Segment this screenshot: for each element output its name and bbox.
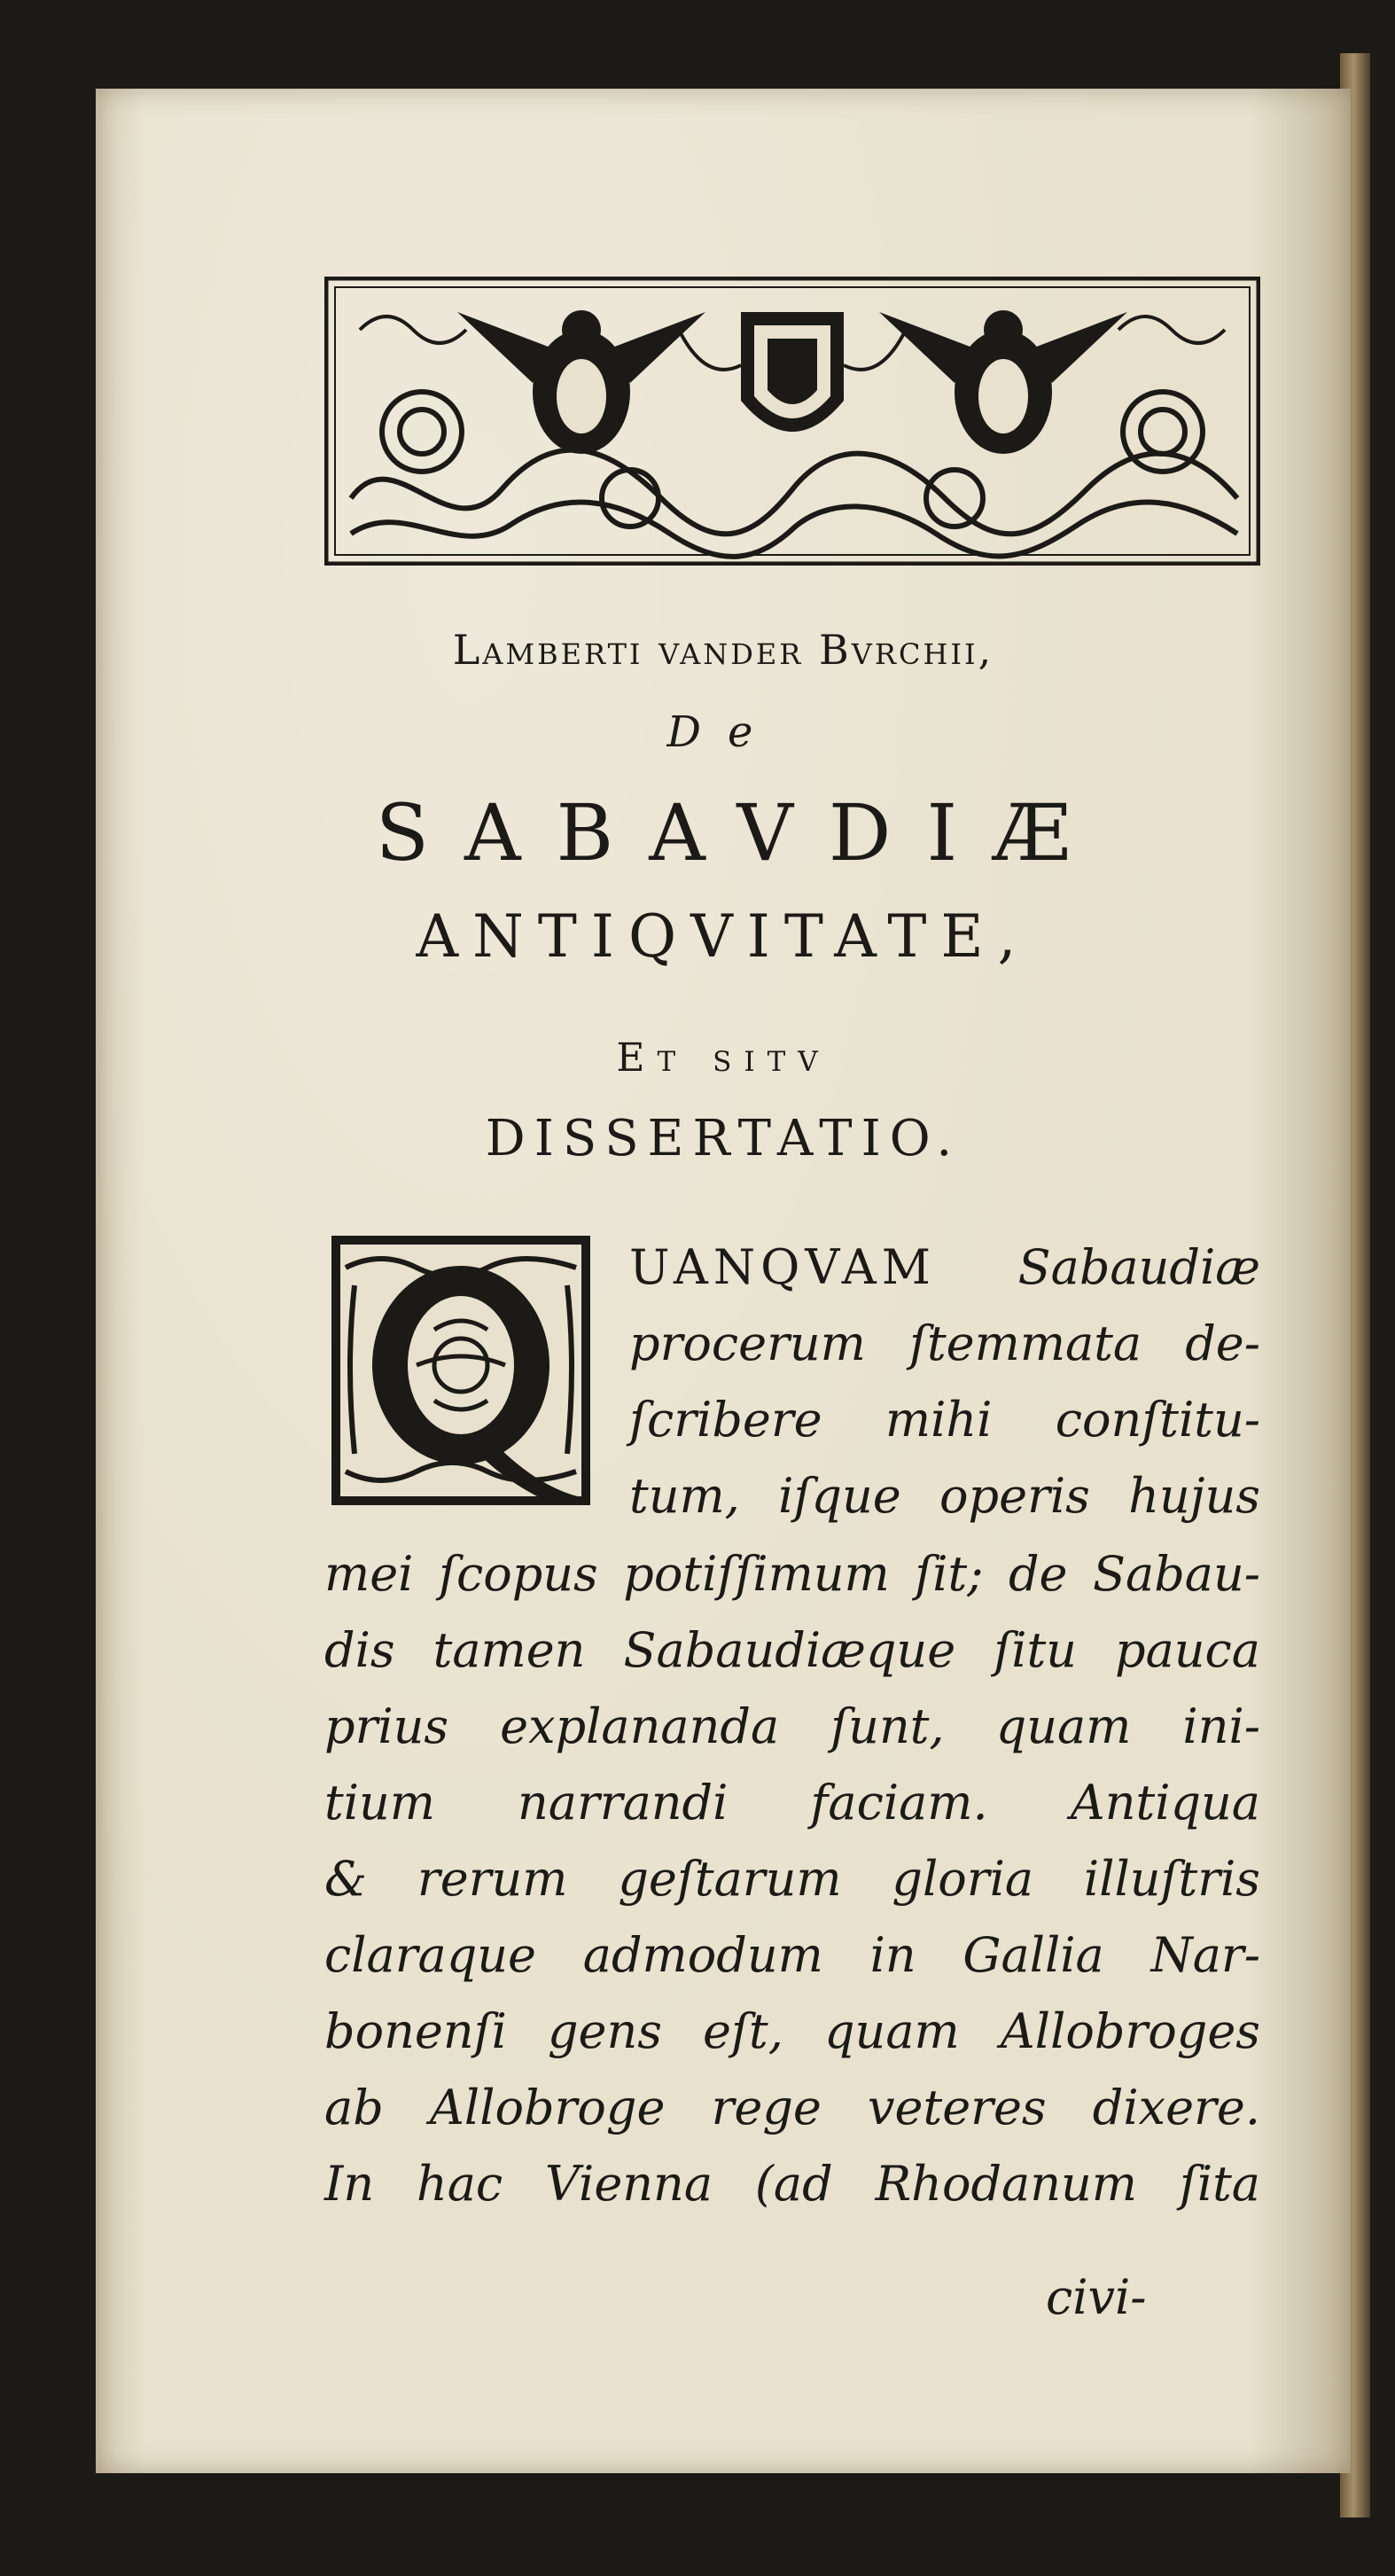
body-line-11: bonenſi gens eſt, quam Allobroges	[324, 2003, 1260, 2059]
catchword: civi-	[1046, 2269, 1147, 2325]
ornament-headpiece	[324, 277, 1260, 566]
decorated-initial-q-icon	[328, 1232, 594, 1509]
body-line-5: mei ſcopus potiſſimum ſit; de Sabau-	[324, 1546, 1260, 1602]
title-line-1: SABAVDIÆ	[375, 787, 1107, 878]
first-line-italic: Sabaudiæ	[1017, 1239, 1260, 1295]
body-line-13: In hac Vienna (ad Rhodanum ſita	[324, 2156, 1260, 2212]
author-line: Lamberti vander Bvrchii,	[452, 626, 994, 674]
body-line-12: ab Allobroge rege veteres dixere.	[324, 2080, 1260, 2135]
body-line-1	[629, 1239, 1260, 1295]
de-line: De	[666, 707, 780, 757]
body-line-8: tium narrandi faciam. Antiqua	[324, 1775, 1260, 1831]
body-line-9: & rerum geſtarum gloria illuſtris	[324, 1851, 1260, 1907]
body-line-4: tum, iſque operis hujus	[629, 1468, 1260, 1524]
title-line-2: ANTIQVITATE,	[416, 902, 1031, 971]
body-line-7: prius explananda ſunt, quam ini-	[324, 1698, 1260, 1754]
body-line-2: procerum ſtemmata de-	[629, 1315, 1260, 1371]
first-line-caps: UANQVAM	[629, 1239, 936, 1295]
dissertatio-line: DISSERTATIO.	[485, 1110, 962, 1167]
et-situ-line: Et sitv	[616, 1035, 830, 1081]
body-line-6: dis tamen Sabaudiæque ſitu pauca	[324, 1622, 1260, 1678]
body-line-3: ſcribere mihi conſtitu-	[629, 1392, 1260, 1448]
body-line-10: claraque admodum in Gallia Nar-	[324, 1927, 1260, 1983]
